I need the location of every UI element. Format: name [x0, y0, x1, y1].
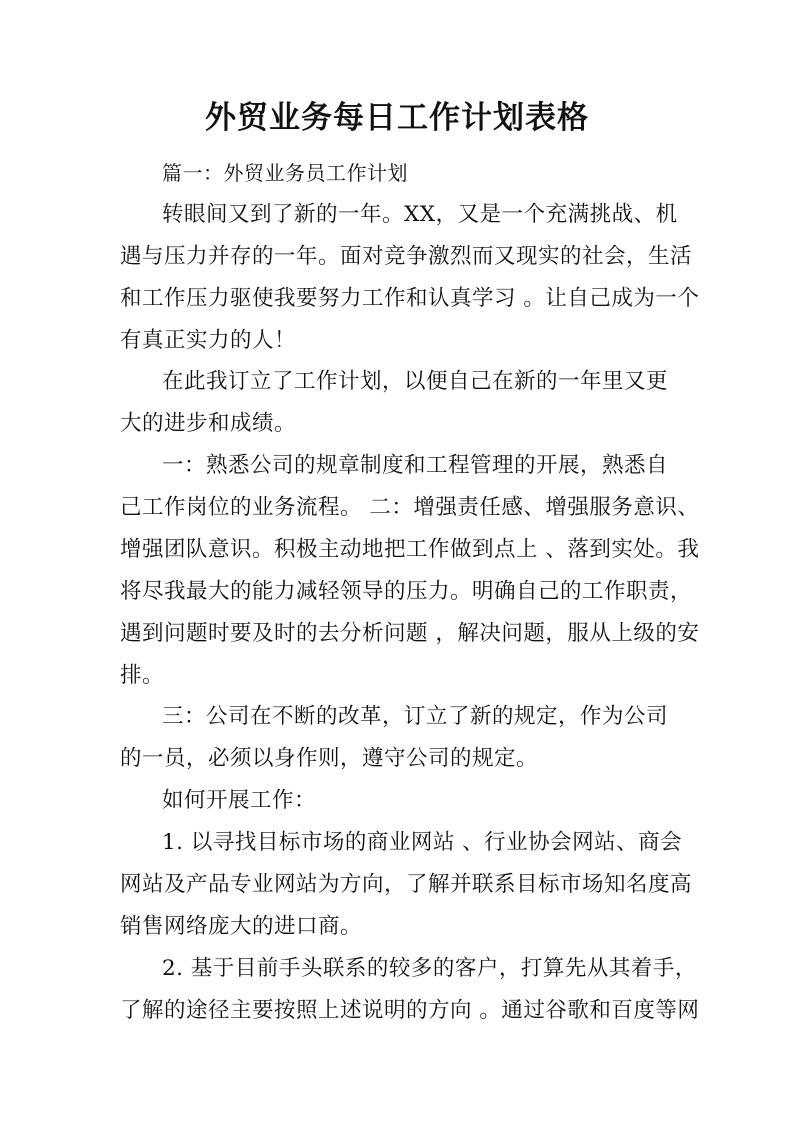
- paragraph-line: 了解的途径主要按照上述说明的方向 。通过谷歌和百度等网: [120, 998, 700, 1023]
- paragraph-line: 2. 基于目前手头联系的较多的客户，打算先从其着手，: [162, 956, 697, 981]
- paragraph-line: 大的进步和成绩。: [120, 411, 297, 436]
- paragraph-line: 的一员，必须以身作则，遵守公司的规定。: [120, 746, 539, 771]
- paragraph-line: 一：熟悉公司的规章制度和工程管理的开展，熟悉自: [162, 453, 669, 478]
- paragraph-line: 销售网络庞大的进口商。: [120, 914, 363, 939]
- paragraph-line: 将尽我最大的能力减轻领导的压力。明确自己的工作职责，: [120, 579, 693, 604]
- paragraph-line: 在此我订立了工作计划，以便自己在新的一年里又更: [162, 369, 669, 394]
- paragraph-line: 遇与压力并存的一年。面对竞争激烈而又现实的社会，生活: [120, 244, 693, 269]
- paragraph-line: 增强团队意识。积极主动地把工作做到点上 、落到实处。我: [120, 537, 700, 562]
- paragraph-line: 排。: [120, 663, 165, 688]
- paragraph-line: 和工作压力驱使我要努力工作和认真学习 。让自己成为一个: [120, 286, 700, 311]
- document-title: 外贸业务每日工作计划表格: [205, 100, 589, 136]
- paragraph-line: 三：公司在不断的改革，订立了新的规定，作为公司: [162, 704, 669, 729]
- paragraph-line: 有真正实力的人！: [120, 328, 297, 353]
- paragraph-line: 转眼间又到了新的一年。XX，又是一个充满挑战、机: [162, 202, 678, 227]
- section-heading: 篇一：外贸业务员工作计划: [162, 161, 408, 185]
- paragraph-line: 如何开展工作：: [162, 788, 317, 813]
- paragraph-line: 1. 以寻找目标市场的商业网站 、行业协会网站、商会: [162, 830, 683, 855]
- paragraph-line: 网站及产品专业网站为方向，了解并联系目标市场知名度高: [120, 872, 693, 897]
- paragraph-line: 己工作岗位的业务流程。 二：增强责任感、增强服务意识、: [120, 495, 700, 520]
- paragraph-line: 遇到问题时要及时的去分析问题 ，解决问题，服从上级的安: [120, 621, 700, 646]
